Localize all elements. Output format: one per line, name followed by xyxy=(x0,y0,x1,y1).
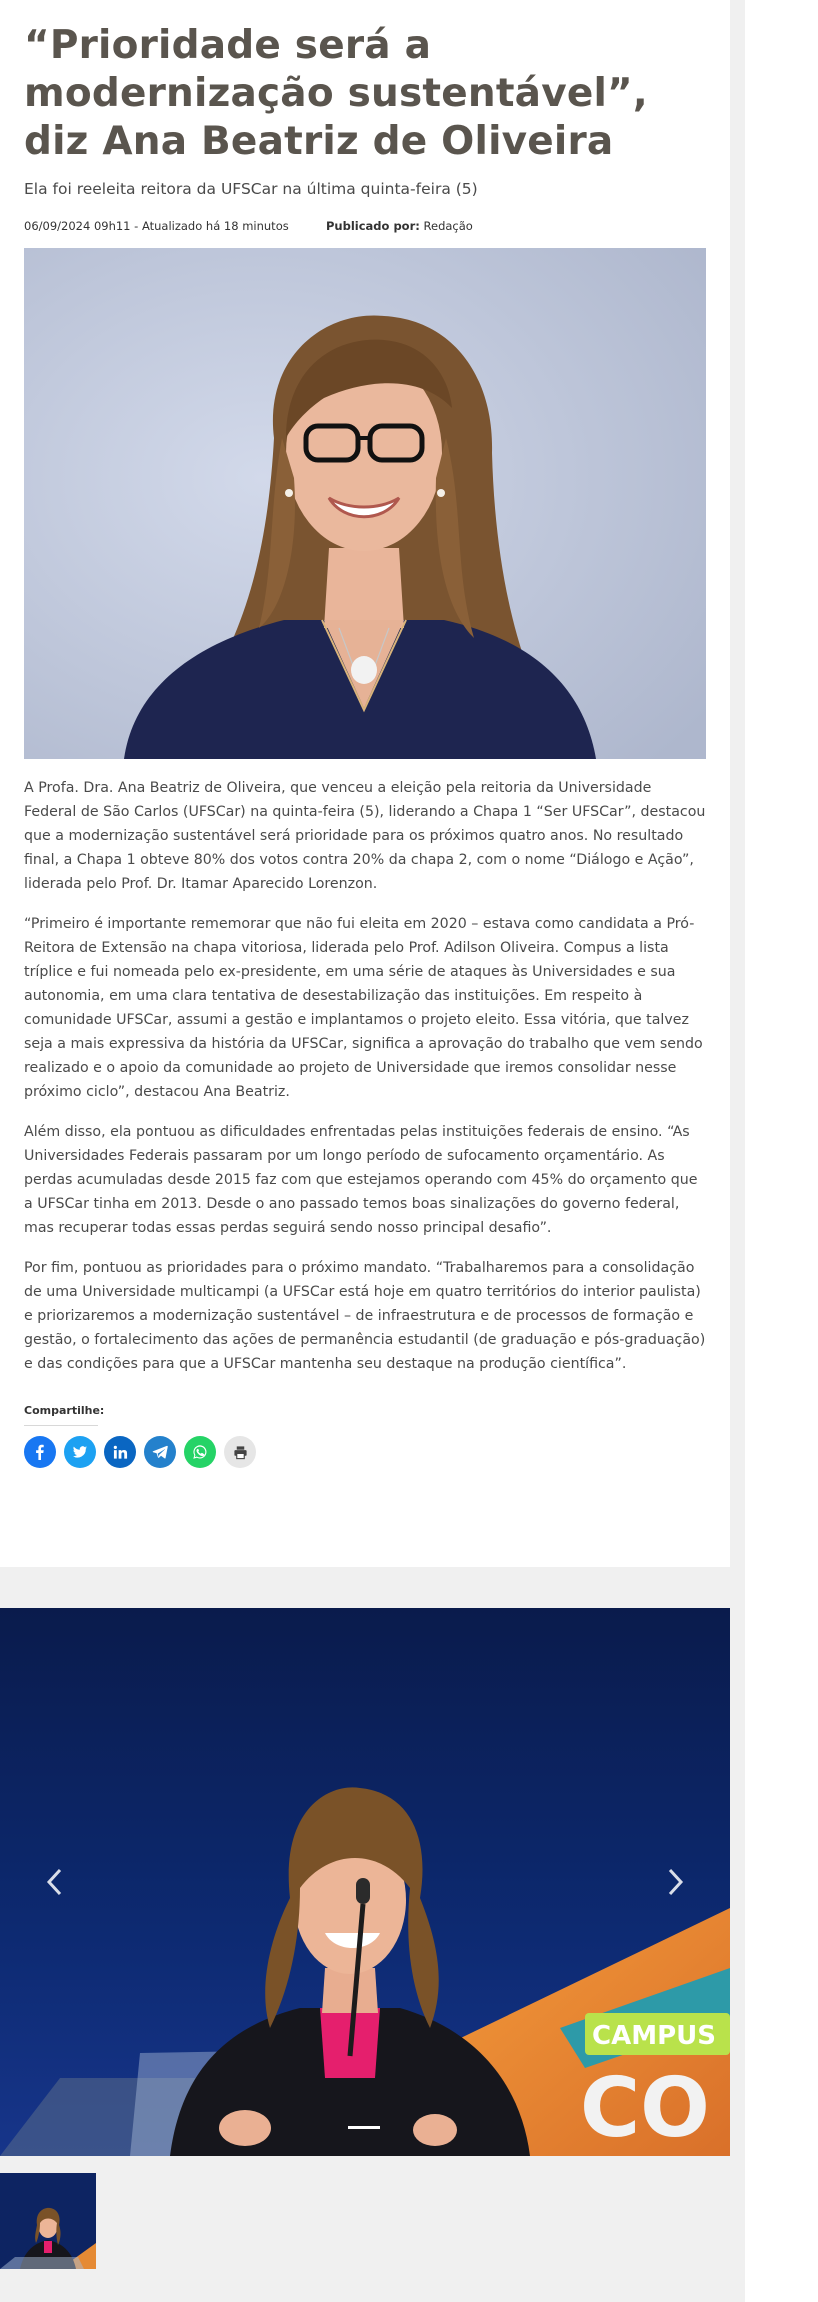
article-body xyxy=(24,776,706,1376)
whatsapp-share-button[interactable] xyxy=(184,1436,216,1468)
linkedin-share-button[interactable] xyxy=(104,1436,136,1468)
gallery-slide-photo xyxy=(0,1608,730,2156)
hero-photo xyxy=(24,248,706,759)
slide-indicator[interactable] xyxy=(348,2126,380,2129)
share-buttons xyxy=(24,1436,706,1468)
published-by-label: Publicado por: xyxy=(326,219,420,233)
portrait-illustration xyxy=(24,248,706,759)
chevron-right-icon xyxy=(660,1862,690,1902)
previous-slide-button[interactable] xyxy=(40,1862,70,1902)
print-button[interactable] xyxy=(224,1436,256,1468)
facebook-share-button[interactable] xyxy=(24,1436,56,1468)
article-meta xyxy=(24,219,706,233)
photo-gallery xyxy=(0,1608,730,2156)
paragraph: A Profa. Dra. Ana Beatriz de Oliveira, que venceu a eleição pela reitoria da Universidade Federal de São Carlos (UFSCar) na quinta-feira (5), liderando a Chapa 1 “Ser UFSCar”, destacou que a modernização sustentável será prioridade para os próximos quatro anos. No resultado final, a Chapa 1 obteve 80% dos votos contra 20% da chapa 2, com o nome “Diálogo e Ação”, liderada pelo Prof. Dr. Itamar Aparecido Lorenzon. xyxy=(24,780,706,892)
facebook-icon xyxy=(32,1444,48,1460)
chevron-left-icon xyxy=(40,1862,70,1902)
page-right-margin xyxy=(745,0,818,2302)
whatsapp-icon xyxy=(192,1444,208,1460)
banner-text-campus: CAMPUS xyxy=(592,2021,716,2051)
publish-date: 06/09/2024 09h11 - Atualizado há 18 minutos xyxy=(24,219,289,233)
linkedin-icon xyxy=(113,1445,128,1460)
next-slide-button[interactable] xyxy=(660,1862,690,1902)
page-title: “Prioridade será a modernização sustentável”, diz Ana Beatriz de Oliveira xyxy=(24,23,648,164)
paragraph: Por fim, pontuou as prioridades para o próximo mandato. “Trabalharemos para a consolidação de uma Universidade multicampi (a UFSCar está hoje em quatro territórios do interior paulista) e priorizaremos a modernização sustentável – de infraestrutura e de processos de formação e gestão, o fortalecimento das ações de permanência estudantil (de graduação e pós-graduação) e das condições para que a UFSCar mantenha seu destaque na produção científica”. xyxy=(24,1260,706,1372)
thumbnail-photo xyxy=(0,2173,96,2269)
paragraph: “Primeiro é importante rememorar que não fui eleita em 2020 – estava como candidata a Pró-Reitora de Extensão na chapa vitoriosa, liderada pelo Prof. Adilson Oliveira. Compus a lista tríplice e fui nomeada pelo ex-presidente, em uma série de ataques às Universidades e sua autonomia, em uma clara tentativa de desestabilização das instituições. Em respeito à comunidade UFSCar, assumi a gestão e implantamos o projeto eleito. Essa vitória, que talvez seja a mais expressiva da história da UFSCar, significa a aprovação do trabalho que vem sendo realizado e o apoio da comunidade ao projeto de Universidade que iremos consolidar nesse próximo ciclo”, destacou Ana Beatriz. xyxy=(24,916,703,1100)
article-subtitle: Ela foi reeleita reitora da UFSCar na última quinta-feira (5) xyxy=(24,180,478,198)
telegram-icon xyxy=(152,1444,168,1460)
telegram-share-button[interactable] xyxy=(144,1436,176,1468)
banner-text-co: CO xyxy=(580,2061,710,2156)
gallery-thumbnail[interactable] xyxy=(0,2173,96,2269)
author-info xyxy=(326,219,473,233)
author-name: Redação xyxy=(423,219,473,233)
twitter-share-button[interactable] xyxy=(64,1436,96,1468)
paragraph: Além disso, ela pontuou as dificuldades enfrentadas pelas instituições federais de ensino. “As Universidades Federais passaram por um longo período de sufocamento orçamentário. As perdas acumuladas desde 2015 faz com que estejamos operando com 45% do orçamento que a UFSCar tinha em 2013. Desde o ano passado temos boas sinalizações do governo federal, mas recuperar todas essas perdas seguirá sendo nosso principal desafio”. xyxy=(24,1124,698,1236)
twitter-icon xyxy=(72,1444,88,1460)
printer-icon xyxy=(233,1445,248,1460)
share-label: Compartilhe: xyxy=(24,1404,98,1426)
